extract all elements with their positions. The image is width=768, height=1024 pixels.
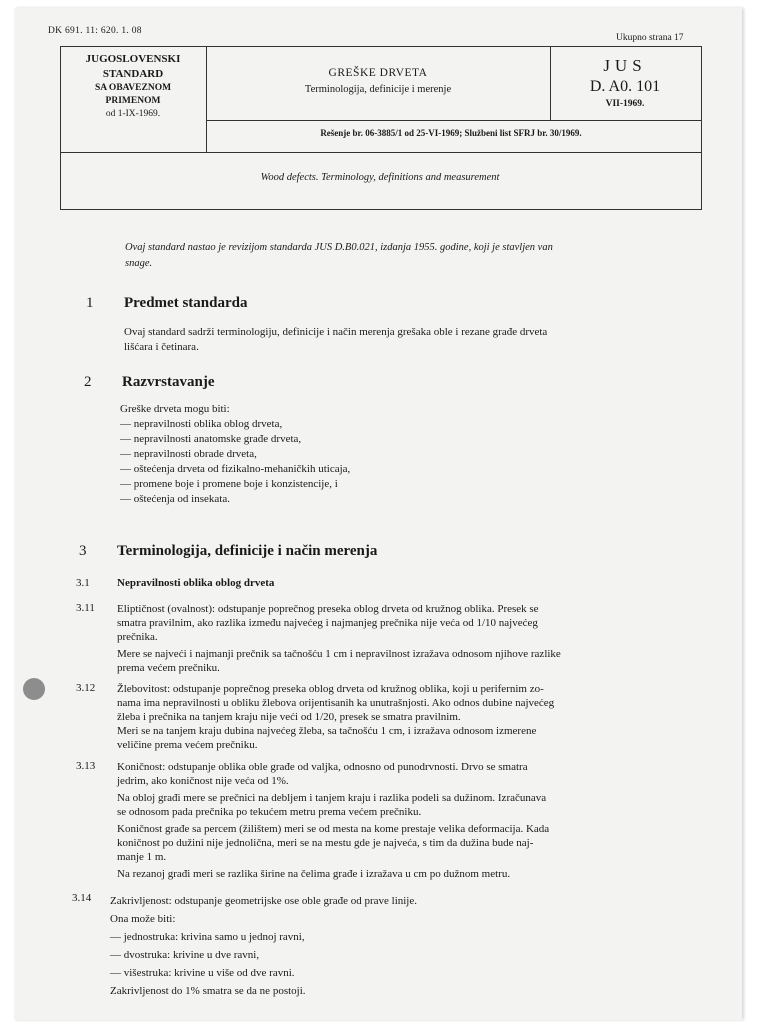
divider bbox=[60, 152, 701, 153]
subsection-number: 3.11 bbox=[76, 602, 95, 614]
subsection-paragraph: Koničnost: odstupanje oblika oble građe od valjka, odnosno od punodrvnosti. Drvo se smatra jedrim, ako koničnost nije veća od 1%. Na obloj građi mere se prečnici na debljem i tanjem kraju i razlika podeli sa dužinom. Izračunava se odnosom pada prečnika po tekućem metru prema većem prečniku. Koničnost građe sa percem (žilištem) meri se od mesta na kome prestaje velika deformacija. Kada koničnost po dužini nije jednolična, meri se na mestu gde je najveća, s tim da dužina bude naj- manje 1 m. Na rezanoj građi meri se razlika širine na čelima građe i izražava u cm po dužnom metru. bbox=[117, 761, 550, 880]
total-pages: Ukupno strana 17 bbox=[616, 33, 684, 43]
section-paragraph: Ovaj standard sadrži terminologiju, definicije i način merenja grešaka oble i rezane građe drveta lišćara i četinara. bbox=[124, 326, 548, 353]
section-number: 3 bbox=[79, 543, 87, 559]
subsection-title: Nepravilnosti oblika oblog drveta bbox=[117, 577, 275, 589]
list-item: — oštećenja od insekata. bbox=[120, 493, 230, 505]
dk-classification: DK 691. 11: 620. 1. 08 bbox=[48, 26, 142, 36]
section-number: 1 bbox=[86, 295, 94, 311]
list-item: Greške drveta mogu biti: bbox=[120, 403, 230, 415]
divider bbox=[206, 120, 701, 121]
list-item: — nepravilnosti oblika oblog drveta, bbox=[120, 418, 283, 430]
list-item: — nepravilnosti anatomske građe drveta, bbox=[120, 433, 302, 445]
section-title: Terminologija, definicije i način merenja bbox=[117, 543, 378, 559]
jus-number: D. A0. 101 bbox=[589, 78, 661, 95]
subsection-number: 3.14 bbox=[72, 892, 92, 904]
subsection-number: 3.12 bbox=[76, 682, 96, 694]
subsection-paragraph: Žlebovitost: odstupanje poprečnog preseka oblog drveta od kružnog oblika, koji u perifernim zo- nama ima nepravilnosti u obliku žlebova orijentisanih ka unutrašnjosti. Ako odnos dubine najvećeg žleba i prečnika na tanjem kraju nije veći od 1/20, presek se smatra pravilnim. Meri se na tanjem kraju dubina najvećeg žleba, sa tačnošću 1 cm, i izražava odnosom izmerene veličine prema većem prečniku. bbox=[117, 683, 555, 751]
intro-note: Ovaj standard nastao je revizijom standarda JUS D.B0.021, izdanja 1955. godine, koji je stavljen van snage. bbox=[125, 242, 553, 269]
list-item: — promene boje i promene boje i konzistencije, i bbox=[120, 478, 338, 490]
list-item: — nepravilnosti obrade drveta, bbox=[120, 448, 257, 460]
punch-hole bbox=[23, 678, 45, 700]
english-title: Wood defects. Terminology, definitions and measurement bbox=[260, 172, 500, 183]
subsection-number: 3.1 bbox=[76, 577, 90, 589]
section-number: 2 bbox=[84, 374, 92, 390]
decision-reference: Rešenje br. 06-3885/1 od 25-VI-1969; Službeni list SFRJ br. 30/1969. bbox=[320, 128, 582, 138]
standard-title: GREŠKE DRVETA bbox=[328, 67, 428, 79]
section-title: Razvrstavanje bbox=[122, 374, 215, 390]
subsection-paragraph: Zakrivljenost: odstupanje geometrijske ose oble građe od prave linije. Ona može biti: — jednostruka: krivina samo u jednoj ravni, — dvostruka: krivine u dve ravni, — višestruka: krivine u više od dve ravni. Zakrivljenost do 1% smatra se da ne postoji. bbox=[110, 895, 417, 997]
standard-type-cell: JUGOSLOVENSKI STANDARD SA OBAVEZNOM PRIMENOM od 1-IX-1969. bbox=[85, 53, 181, 119]
standard-subtitle: Terminologija, definicije i merenje bbox=[304, 84, 452, 95]
section-title: Predmet standarda bbox=[124, 295, 248, 311]
list-item: — oštećenja drveta od fizikalno-mehaničkih uticaja, bbox=[120, 463, 351, 475]
jus-label: JUS bbox=[603, 56, 647, 75]
subsection-number: 3.13 bbox=[76, 760, 96, 772]
subsection-paragraph: Eliptičnost (ovalnost): odstupanje poprečnog preseka oblog drveta od kružnog oblika. Presek se smatra pravilnim, ako razlika između najvećeg i najmanjeg prečnika nije veća od 1/10 najvećeg prečnika. Mere se najveći i najmanji prečnik sa tačnošću 1 cm i nepravilnost izražava odnosom njihove razlike prema većem prečniku. bbox=[117, 603, 561, 674]
classification-list bbox=[120, 402, 680, 507]
jus-date: VII-1969. bbox=[605, 99, 645, 109]
divider bbox=[550, 46, 551, 120]
